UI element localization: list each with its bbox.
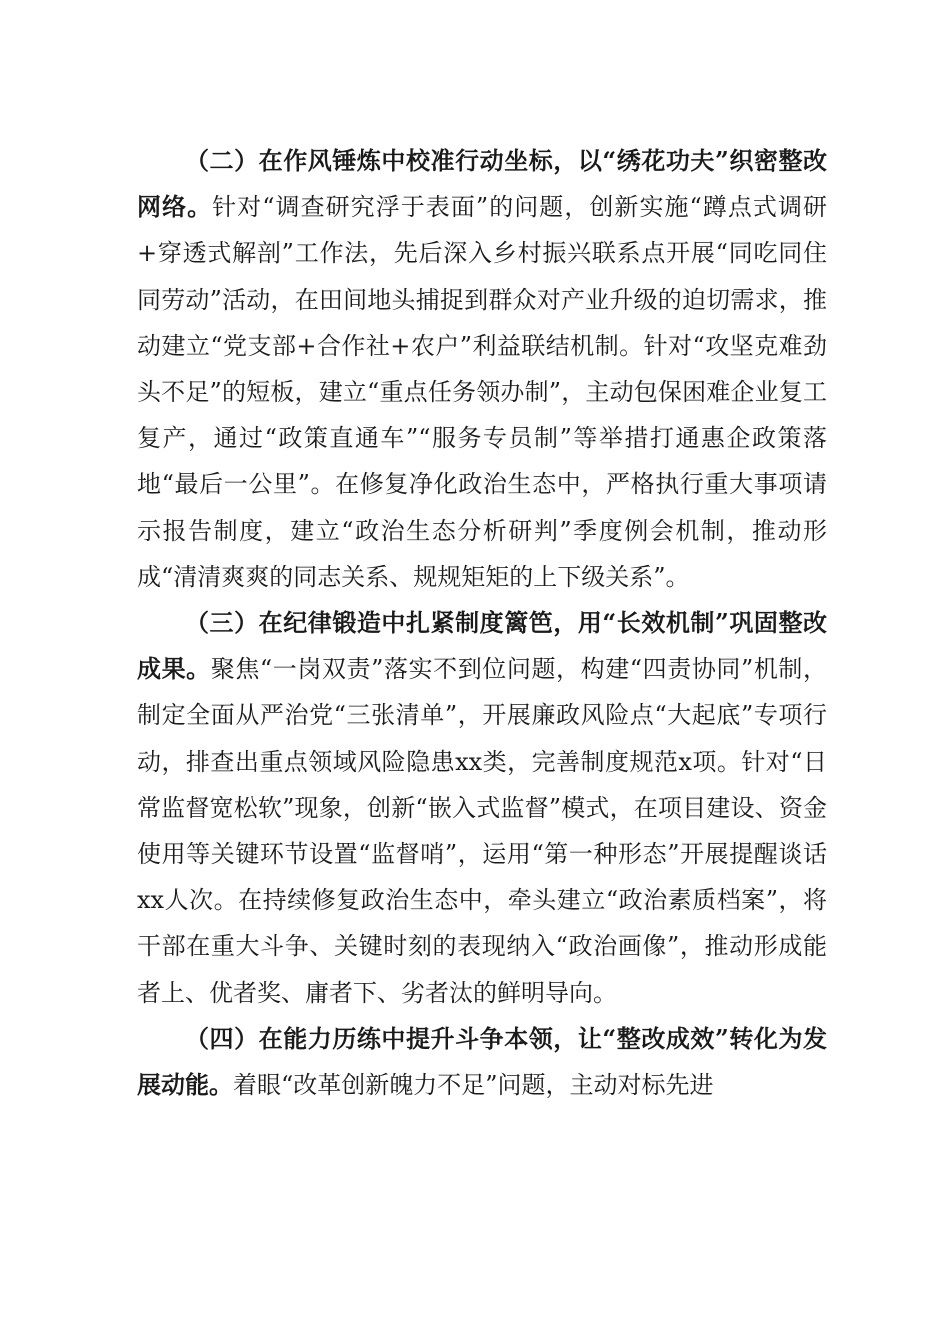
section-2-heading: （二）在作风锤炼中校准行动坐标，以“绣花功夫”织密整改网络。 xyxy=(137,146,827,222)
paragraph-section-3 xyxy=(137,600,827,1016)
document-body xyxy=(137,138,827,1108)
section-2-body: 针对“调查研究浮于表面”的问题，创新实施“蹲点式调研+穿透式解剖”工作法，先后深入乡村振兴联系点开展“同吃同住同劳动”活动，在田间地头捕捉到群众对产业升级的迫切需求，推动建立“党支部+合作社+农户”利益联结机制。针对“攻坚克难劲头不足”的短板，建立“重点任务领办制”，主动包保困难企业复工复产，通过“政策直通车”“服务专员制”等举措打通惠企政策落地“最后一公里”。在修复净化政治生态中，严格执行重大事项请示报告制度，建立“政治生态分析研判”季度例会机制，推动形成“清清爽爽的同志关系、规规矩矩的上下级关系”。 xyxy=(137,193,828,591)
paragraph-section-2 xyxy=(137,138,827,600)
section-4-body: 着眼“改革创新魄力不足”问题，主动对标先进 xyxy=(233,1071,714,1100)
section-3-heading: （三）在纪律锻造中扎紧制度篱笆，用“长效机制”巩固整改成果。 xyxy=(137,608,827,684)
section-4-heading: （四）在能力历练中提升斗争本领，让“整改成效”转化为发展动能。 xyxy=(137,1023,827,1100)
paragraph-section-4 xyxy=(137,1016,827,1108)
section-3-body: 聚焦“一岗双责”落实不到位问题，构建“四责协同”机制，制定全面从严治党“三张清单”，开展廉政风险点“大起底”专项行动，排查出重点领域风险隐患xx类，完善制度规范x项。针对“日常监督宽松软”现象，创新“嵌入式监督”模式，在项目建设、资金使用等关键环节设置“监督哨”，运用“第一种形态”开展提醒谈话xx人次。在持续修复政治生态中，牵头建立“政治素质档案”，将干部在重大斗争、关键时刻的表现纳入“政治画像”，推动形成能者上、优者奖、庸者下、劣者汰的鲜明导向。 xyxy=(137,655,828,1007)
